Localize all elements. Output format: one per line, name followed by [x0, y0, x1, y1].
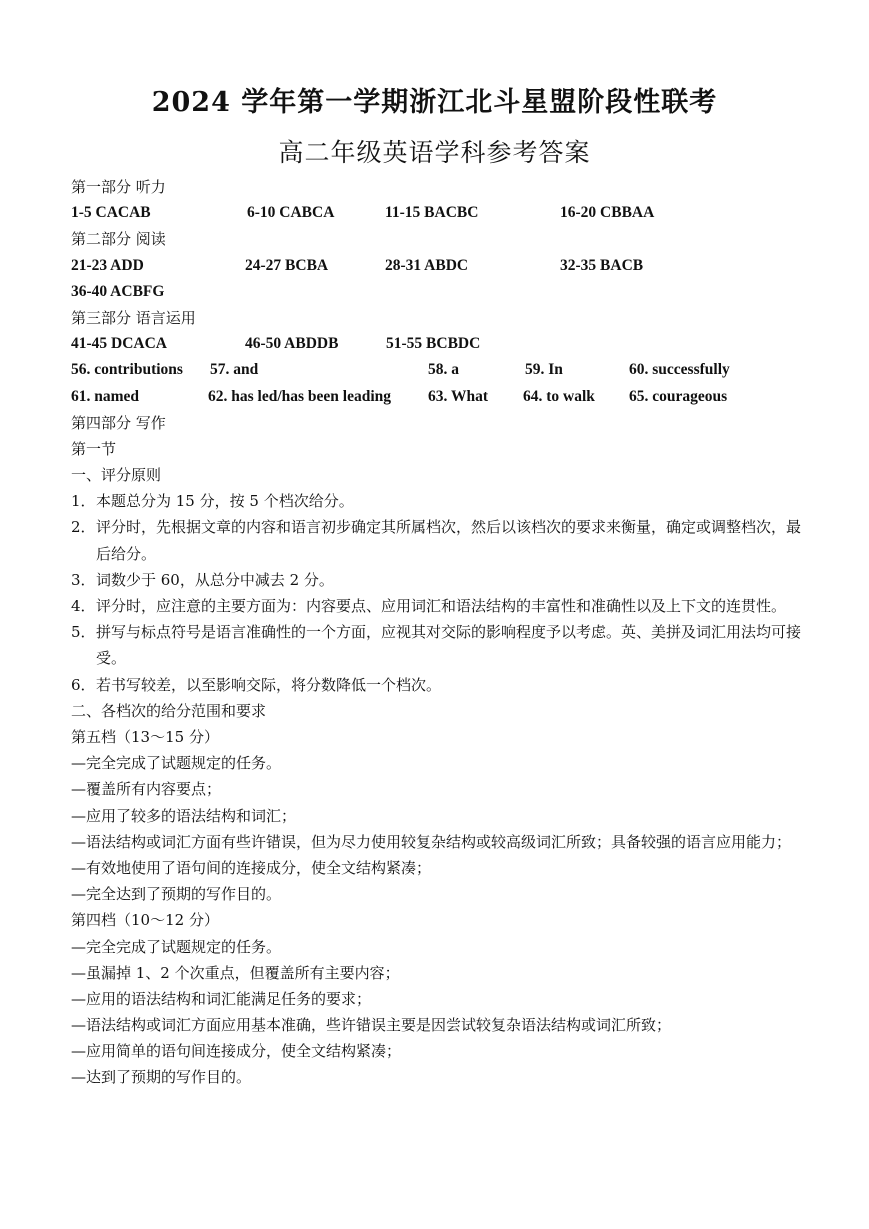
answer-group: 1-5 CACAB: [71, 204, 151, 222]
level5-item: —应用了较多的语法结构和词汇；: [71, 806, 297, 825]
item-number: 2．: [71, 518, 96, 537]
item-number: 3．: [71, 570, 96, 589]
answer-item: 57. and: [210, 361, 259, 379]
part3-answers-row2: [71, 357, 801, 383]
principles-heading: 一、评分原则: [71, 466, 162, 485]
level4-item: —应用简单的语句间连接成分，使全文结构紧凑；: [71, 1042, 402, 1061]
answer-item: 65. courageous: [629, 387, 728, 405]
answer-group: 51-55 BCBDC: [386, 335, 481, 353]
part2-answers-2: [71, 279, 801, 305]
item-text: 评分时，先根据文章的内容和语言初步确定其所属档次，然后以该档次的要求来衡量，确定或调整档次，最后给分。: [96, 518, 802, 563]
part4-heading: 第四部分 写作: [71, 413, 166, 432]
answer-item: 58. a: [428, 361, 459, 379]
answer-item: 59. In: [525, 361, 563, 379]
level4-item: —完全完成了试题规定的任务。: [71, 937, 282, 956]
principle-item: [71, 672, 801, 698]
answer-group: 46-50 ABDDB: [245, 335, 339, 353]
item-text: 词数少于 60，从总分中减去 2 分。: [96, 570, 334, 589]
item-text: 若书写较差，以至影响交际，将分数降低一个档次。: [96, 675, 442, 694]
answer-group: 21-23 ADD: [71, 256, 144, 274]
level4-item: —语法结构或词汇方面应用基本准确，些许错误主要是因尝试较复杂语法结构或词汇所致；: [71, 1016, 672, 1035]
answer-item: 56. contributions: [71, 361, 183, 379]
answer-group: 6-10 CABCA: [247, 204, 335, 222]
document-title: 2024 学年第一学期浙江北斗星盟阶段性联考: [151, 87, 718, 118]
item-text: 评分时，应注意的主要方面为：内容要点、应用词汇和语法结构的丰富性和准确性以及上下文的连贯性。: [96, 597, 787, 616]
answer-group: 32-35 BACB: [560, 256, 644, 274]
level4-item: —达到了预期的写作目的。: [71, 1068, 252, 1087]
part2-heading: 第二部分 阅读: [71, 230, 166, 249]
part3-answers-row3: [71, 384, 801, 410]
answer-item: 61. named: [71, 387, 140, 405]
item-number: 5．: [71, 623, 96, 642]
principle-item: [71, 488, 801, 514]
item-number: 4．: [71, 597, 96, 616]
answer-group: 28-31 ABDC: [385, 256, 469, 274]
level5-item: —覆盖所有内容要点；: [71, 780, 222, 799]
level5-item: —完全完成了试题规定的任务。: [71, 754, 282, 773]
level5-item: —完全达到了预期的写作目的。: [71, 885, 282, 904]
document-subtitle: 高二年级英语学科参考答案: [278, 138, 591, 167]
answer-item: 63. What: [428, 387, 489, 405]
item-text: 拼写与标点符号是语言准确性的一个方面，应视其对交际的影响程度予以考虑。英、美拼及词汇用法均可接受。: [96, 623, 802, 668]
levels-heading: 二、各档次的给分范围和要求: [71, 701, 267, 720]
level4-item: —虽漏掉 1、2 个次重点，但覆盖所有主要内容；: [71, 963, 400, 982]
answer-group: 41-45 DCACA: [71, 335, 168, 353]
item-text: 本题总分为 15 分，按 5 个档次给分。: [96, 492, 354, 511]
answer-group: 36-40 ACBFG: [71, 282, 165, 300]
item-number: 6．: [71, 675, 96, 694]
part1-answers: [71, 200, 801, 226]
answer-content: [71, 174, 801, 1091]
level4-item: —应用的语法结构和词汇能满足任务的要求；: [71, 989, 372, 1008]
answer-group: 11-15 BACBC: [385, 204, 479, 222]
principle-item: [71, 619, 801, 671]
level4-heading: 第四档（10～12 分）: [71, 911, 219, 930]
level5-item: —语法结构或词汇方面有些许错误，但为尽力使用较复杂结构或较高级词汇所致；具备较强的语言应用能力；: [71, 832, 792, 851]
answer-item: 64. to walk: [523, 387, 595, 405]
part1-heading: 第一部分 听力: [71, 178, 166, 196]
answer-item: 62. has led/has been leading: [208, 387, 392, 405]
part3-heading: 第三部分 语言运用: [71, 308, 196, 327]
principle-item: [71, 593, 801, 619]
principle-item: [71, 567, 801, 593]
answer-group: 24-27 BCBA: [245, 256, 329, 274]
item-number: 1．: [71, 492, 96, 511]
answer-item: 60. successfully: [629, 361, 730, 379]
level5-heading: 第五档（13～15 分）: [71, 728, 219, 747]
part3-answers: [71, 331, 801, 357]
section-heading: 第一节: [71, 439, 117, 458]
principle-item: [71, 514, 801, 566]
level5-item: —有效地使用了语句间的连接成分，使全文结构紧凑；: [71, 858, 432, 877]
answer-group: 16-20 CBBAA: [560, 204, 655, 222]
part2-answers: [71, 253, 801, 279]
